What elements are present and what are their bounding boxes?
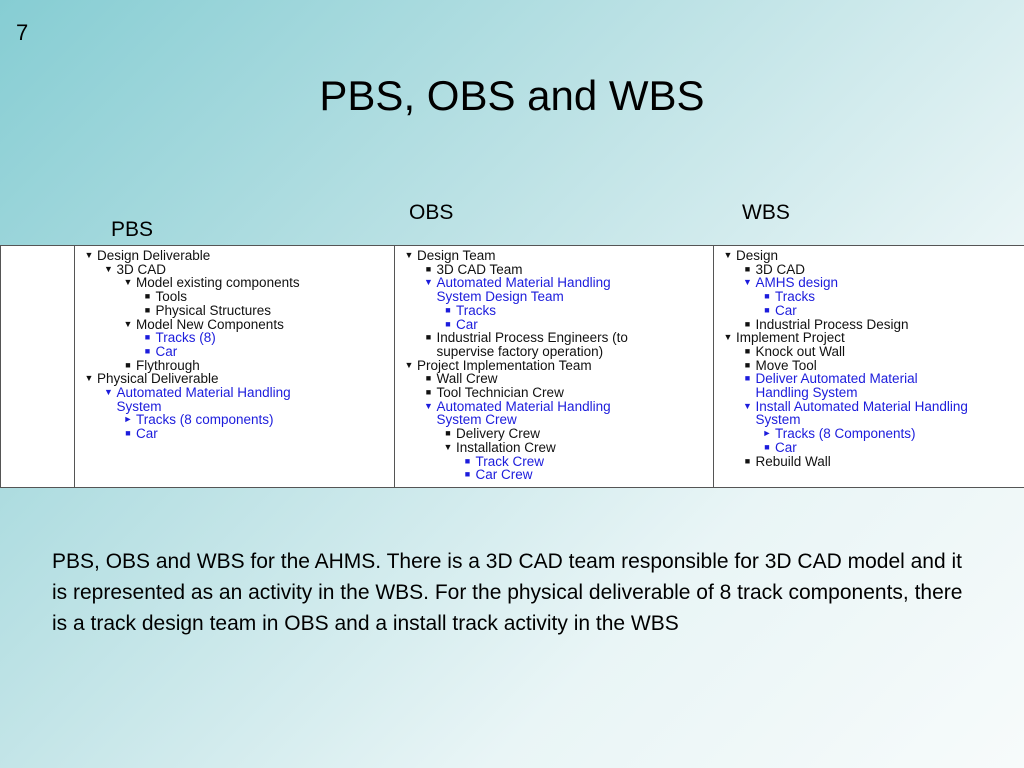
wbs-tree-item <box>714 455 1024 469</box>
caption-text: PBS, OBS and WBS for the AHMS. There is a 3D CAD team responsible for 3D CAD model and it is represented as an activity in the WBS. For the physical deliverable of 8 track components, there is a track design team in OBS and a install track activity in the WBS <box>52 550 963 635</box>
obs-tree-item[interactable] <box>395 400 713 414</box>
page-title: PBS, OBS and WBS <box>319 72 705 119</box>
obs-tree-label: System Crew <box>436 412 517 428</box>
obs-tree-item <box>395 413 713 427</box>
pbs-tree-label: Design Deliverable <box>97 248 211 263</box>
bullet-icon: ■ <box>425 387 432 398</box>
pbs-tree-label: Automated Material Handling <box>116 385 291 401</box>
bullet-icon: ■ <box>445 304 451 315</box>
wbs-tree-item <box>714 304 1024 318</box>
pbs-tree-label: Physical Structures <box>155 302 272 318</box>
pbs-tree-item <box>75 427 394 441</box>
expand-arrow-icon[interactable]: ▼ <box>743 400 752 411</box>
bullet-icon: ■ <box>744 359 751 370</box>
wbs-tree-label: Install Automated Material Handling <box>755 398 968 414</box>
expand-arrow-icon[interactable]: ▼ <box>723 332 733 343</box>
wbs-tree-item <box>714 263 1024 277</box>
bullet-icon: ■ <box>125 359 131 370</box>
bullet-icon: ■ <box>425 263 432 274</box>
expand-arrow-icon[interactable]: ▼ <box>723 250 733 260</box>
obs-tree-label: Industrial Process Engineers (to <box>436 330 628 346</box>
obs-tree-item <box>395 331 713 345</box>
obs-tree-label: Project Implementation Team <box>417 357 592 373</box>
wbs-tree-label: Move Tool <box>755 357 817 373</box>
bullet-icon: ■ <box>125 428 131 439</box>
expand-arrow-icon[interactable]: ▼ <box>404 250 414 260</box>
pbs-tree-label: 3D CAD <box>116 261 167 277</box>
wbs-tree-label: System <box>755 412 801 428</box>
pbs-label: PBS <box>111 218 154 241</box>
expand-arrow-icon[interactable]: ▼ <box>424 400 433 411</box>
bullet-icon: ■ <box>764 304 770 315</box>
wbs-tree-item[interactable] <box>714 400 1024 414</box>
bullet-icon: ■ <box>744 345 751 356</box>
wbs-label: WBS <box>742 201 790 224</box>
obs-tree-label: Car <box>456 316 478 332</box>
wbs-tree-label: Implement Project <box>736 330 845 346</box>
wbs-tree-item[interactable] <box>714 331 1024 345</box>
expand-arrow-icon[interactable]: ▼ <box>123 318 133 329</box>
obs-label: OBS <box>409 201 454 224</box>
bullet-icon: ■ <box>445 318 451 329</box>
blank-column <box>0 246 74 487</box>
bullet-icon: ■ <box>764 441 770 452</box>
slide-number: 7 <box>16 20 29 45</box>
bullet-icon: ■ <box>744 373 751 384</box>
bullet-icon: ■ <box>425 373 432 384</box>
expand-arrow-icon[interactable]: ▼ <box>743 277 752 288</box>
obs-tree-item <box>395 386 713 400</box>
obs-tree-item[interactable] <box>395 359 713 373</box>
obs-tree-label: Automated Material Handling <box>436 398 611 414</box>
wbs-tree-label: Design <box>736 248 779 263</box>
bullet-icon: ■ <box>144 332 151 343</box>
obs-tree-label: System Design Team <box>436 289 564 305</box>
obs-tree-item <box>395 468 713 482</box>
wbs-tree-label: Car <box>775 439 797 455</box>
wbs-tree-item[interactable] <box>714 276 1024 290</box>
pbs-tree-item[interactable] <box>75 276 394 290</box>
pbs-tree-label: Car <box>136 426 158 442</box>
obs-tree-label: Tool Technician Crew <box>436 385 564 401</box>
bullet-icon: ■ <box>425 332 432 343</box>
pbs-tree-label: Model New Components <box>136 316 284 332</box>
obs-tree <box>394 246 713 487</box>
collapsed-arrow-icon[interactable]: ► <box>123 414 133 425</box>
wbs-tree-item <box>714 318 1024 332</box>
pbs-tree-item[interactable] <box>75 413 394 427</box>
pbs-tree-label: Tools <box>155 289 188 305</box>
obs-tree-item[interactable] <box>395 276 713 290</box>
pbs-tree-item[interactable] <box>75 318 394 332</box>
pbs-tree-label: System <box>116 398 162 414</box>
wbs-tree-label: Deliver Automated Material <box>755 371 918 387</box>
wbs-tree-item <box>714 359 1024 373</box>
expand-arrow-icon[interactable]: ▼ <box>84 373 94 384</box>
obs-tree-item <box>395 318 713 332</box>
obs-tree-item <box>395 263 713 277</box>
obs-tree-label: supervise factory operation) <box>436 343 604 359</box>
obs-tree-label: Design Team <box>417 248 496 263</box>
wbs-tree-item[interactable] <box>714 249 1024 263</box>
bullet-icon: ■ <box>464 469 471 480</box>
bullet-icon: ■ <box>764 291 770 302</box>
bullet-icon: ■ <box>144 291 151 302</box>
pbs-tree-item <box>75 400 394 414</box>
collapsed-arrow-icon[interactable]: ► <box>762 428 772 439</box>
pbs-tree <box>74 246 394 487</box>
obs-tree-label: Installation Crew <box>456 439 556 455</box>
obs-tree-item <box>395 290 713 304</box>
bullet-icon: ■ <box>744 263 751 274</box>
pbs-tree-item <box>75 345 394 359</box>
pbs-tree-label: Car <box>155 343 178 359</box>
obs-tree-item <box>395 455 713 469</box>
wbs-tree-label: Car <box>775 302 797 318</box>
wbs-tree-label: Industrial Process Design <box>755 316 909 332</box>
pbs-tree-label: Flythrough <box>136 357 200 373</box>
obs-tree-label: 3D CAD Team <box>436 261 523 277</box>
pbs-tree-label: Tracks (8 components) <box>136 412 274 428</box>
wbs-tree-item[interactable] <box>714 427 1024 441</box>
pbs-tree-item[interactable] <box>75 249 394 263</box>
wbs-tree-label: Rebuild Wall <box>755 453 831 469</box>
obs-tree-item <box>395 304 713 318</box>
pbs-tree-item[interactable] <box>75 263 394 277</box>
wbs-tree-item <box>714 413 1024 427</box>
pbs-tree-item[interactable] <box>75 372 394 386</box>
bullet-icon: ■ <box>445 428 451 439</box>
pbs-tree-label: Physical Deliverable <box>97 371 219 387</box>
breakdown-table <box>0 245 1024 488</box>
obs-tree-item <box>395 372 713 386</box>
bullet-icon: ■ <box>744 455 751 466</box>
obs-tree-item <box>395 345 713 359</box>
obs-tree-label: Car Crew <box>475 467 533 483</box>
bullet-icon: ■ <box>744 318 751 329</box>
wbs-tree-label: Tracks <box>775 289 815 305</box>
obs-tree-label: Tracks <box>456 302 496 318</box>
obs-tree-label: Track Crew <box>475 453 545 469</box>
wbs-tree-label: Tracks (8 Components) <box>775 426 916 442</box>
obs-tree-label: Delivery Crew <box>456 426 541 442</box>
expand-arrow-icon[interactable]: ▼ <box>424 277 433 288</box>
pbs-tree-item[interactable] <box>75 386 394 400</box>
expand-arrow-icon[interactable]: ▼ <box>443 441 453 452</box>
obs-tree-label: Wall Crew <box>436 371 498 387</box>
wbs-tree-item <box>714 290 1024 304</box>
bullet-icon: ■ <box>144 345 151 356</box>
obs-tree-label: Automated Material Handling <box>436 275 611 291</box>
bullet-icon: ■ <box>464 455 471 466</box>
wbs-tree-item <box>714 345 1024 359</box>
wbs-tree-label: Handling System <box>755 385 858 401</box>
wbs-tree-item <box>714 372 1024 386</box>
bullet-icon: ■ <box>144 304 151 315</box>
obs-tree-item[interactable] <box>395 249 713 263</box>
expand-arrow-icon[interactable]: ▼ <box>104 263 113 274</box>
pbs-tree-item <box>75 290 394 304</box>
wbs-tree-item <box>714 386 1024 400</box>
wbs-tree <box>713 246 1024 487</box>
wbs-tree-item <box>714 441 1024 455</box>
obs-tree-item[interactable] <box>395 441 713 455</box>
expand-arrow-icon[interactable]: ▼ <box>123 277 133 288</box>
wbs-tree-label: AMHS design <box>755 275 839 291</box>
pbs-tree-label: Model existing components <box>136 275 300 291</box>
expand-arrow-icon[interactable]: ▼ <box>84 250 94 260</box>
pbs-tree-item <box>75 304 394 318</box>
obs-tree-item <box>395 427 713 441</box>
pbs-tree-label: Tracks (8) <box>155 330 216 346</box>
pbs-tree-item <box>75 331 394 345</box>
wbs-tree-label: 3D CAD <box>755 261 806 277</box>
expand-arrow-icon[interactable]: ▼ <box>404 359 414 370</box>
expand-arrow-icon[interactable]: ▼ <box>104 387 113 398</box>
pbs-tree-item <box>75 359 394 373</box>
wbs-tree-label: Knock out Wall <box>755 343 846 359</box>
